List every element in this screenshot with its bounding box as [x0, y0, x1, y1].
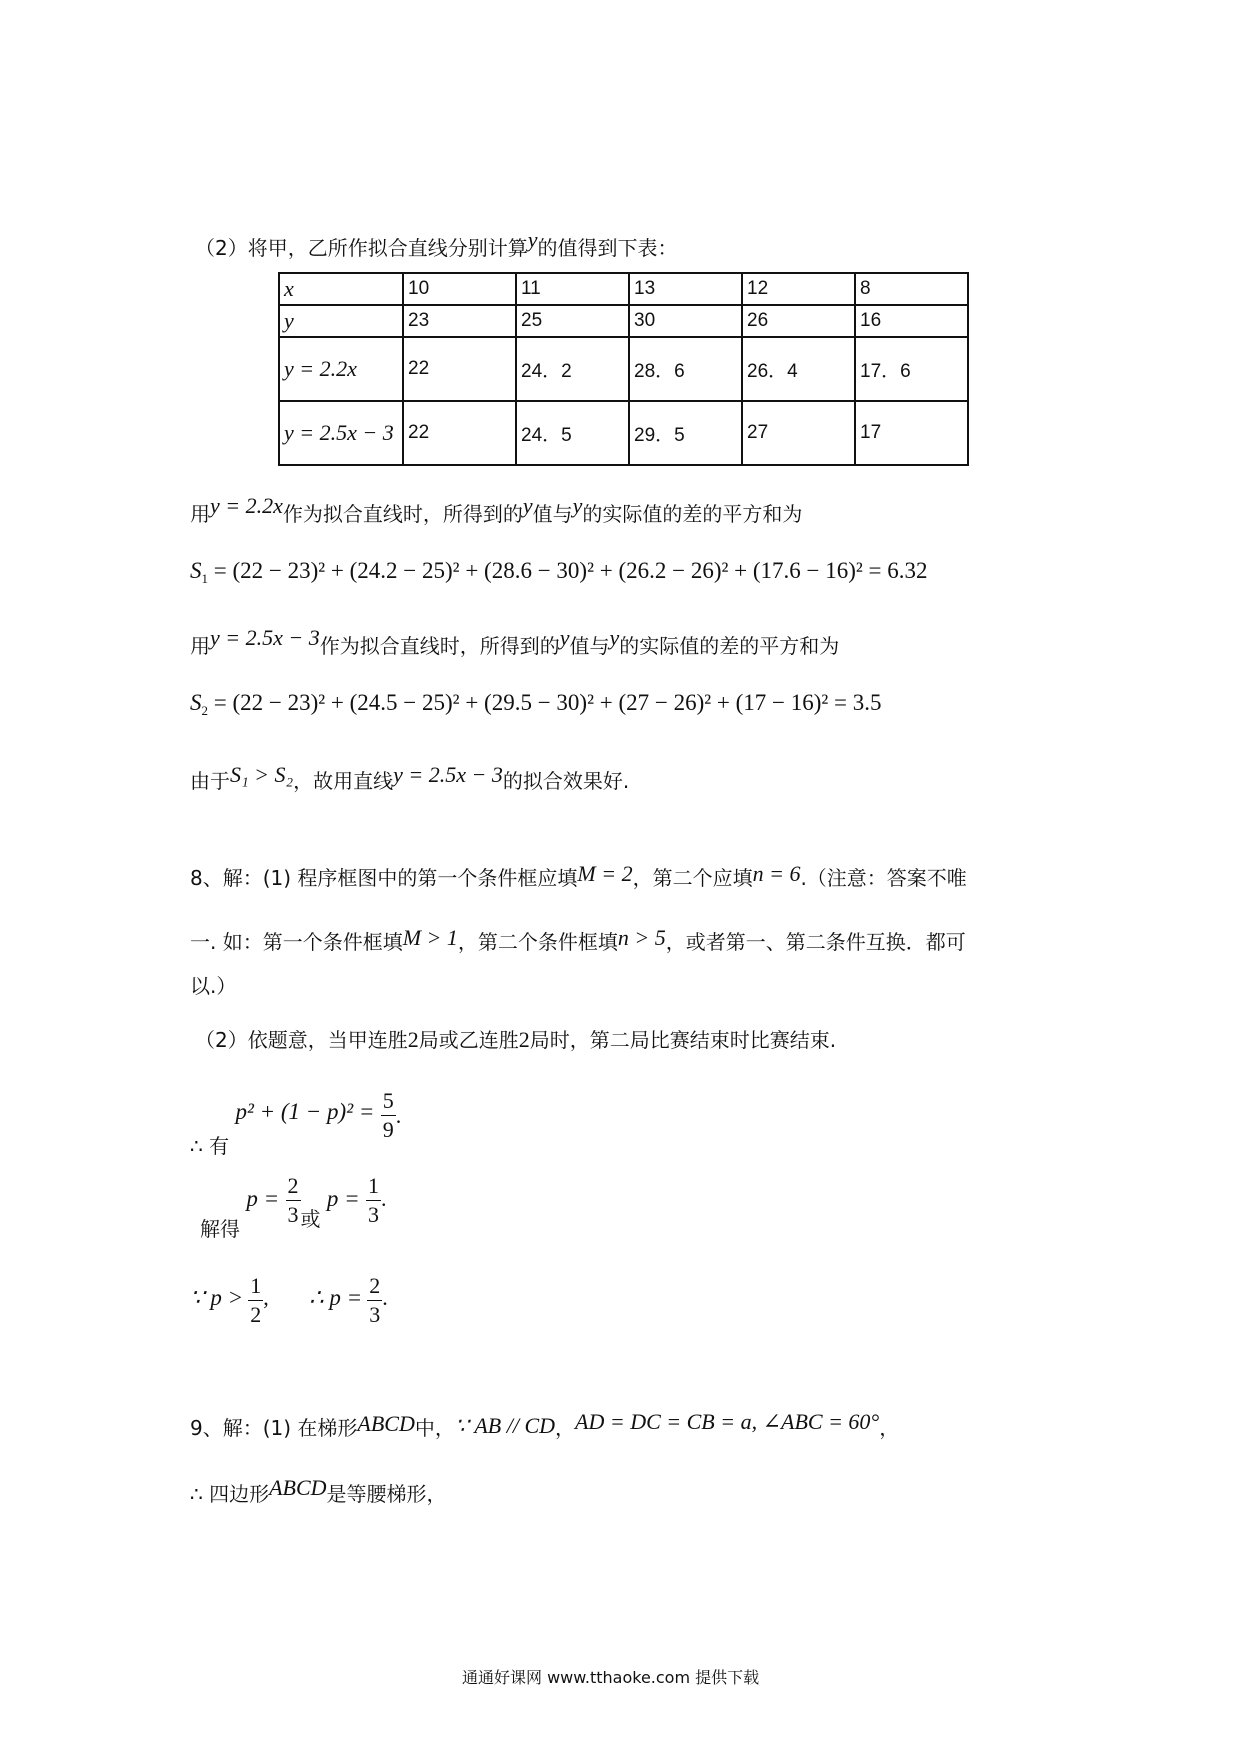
numerator: 2: [367, 1275, 382, 1301]
fraction: [248, 1275, 263, 1326]
numerator: 1: [366, 1175, 381, 1201]
var-y: y: [572, 493, 583, 518]
text: 值与: [569, 634, 610, 658]
q8-solve-line: 解得 p = $\frac{2}{3}$ 或 p = $\frac{1}{3}$ .: [200, 1173, 387, 1241]
equation: M > 1: [402, 925, 458, 950]
table-cell: 22: [403, 401, 516, 465]
denominator: 9: [382, 1117, 394, 1142]
text: 局时，第二局比赛结束时比赛结束.: [529, 1028, 837, 1052]
equation: y = 2.2x: [210, 493, 283, 518]
fraction: [366, 1175, 381, 1226]
s2-equation: [190, 690, 882, 719]
var-y: y: [559, 625, 570, 650]
table-cell: 10: [403, 273, 516, 305]
numerator: 2: [286, 1175, 301, 1201]
footer-credit: 通通好课网 www.tthaoke.com 提供下载: [462, 1668, 760, 1687]
q8-line-d: [195, 1024, 836, 1053]
table-row: [279, 337, 968, 401]
table-cell: 17．6: [855, 337, 968, 401]
s1-equation: [190, 558, 928, 587]
text: ，故用直线: [293, 769, 394, 793]
text: 作为拟合直线时，所得到的: [282, 502, 523, 526]
number: 2: [407, 1027, 419, 1052]
text: 的实际值的差的平方和为: [582, 502, 803, 526]
q8-line-b: [190, 926, 966, 955]
text: ，第二个条件框填: [457, 930, 618, 954]
text: ∴ 有: [190, 1134, 230, 1158]
table-cell: 13: [629, 273, 742, 305]
sentence-line-2: [190, 625, 840, 659]
equation: AD = DC = CB = a, ∠ABC = 60°: [575, 1409, 880, 1434]
text: 用: [190, 634, 210, 658]
sentence-line-1: [190, 493, 803, 527]
therefore-expr: ∴ p =: [308, 1285, 363, 1310]
var-y: y: [609, 625, 620, 650]
s2-expression: = (22 − 23)² + (24.5 − 25)² + (29.5 − 30)² + (27 − 26)² + (17 − 16)² = 3.5: [213, 690, 882, 715]
text: .（注意：答案不唯: [800, 866, 967, 890]
fraction: [286, 1175, 301, 1226]
equation: n > 5: [617, 925, 666, 950]
text: 是等腰梯形，: [326, 1482, 447, 1506]
row-head: y: [279, 305, 403, 337]
equation: ABCD: [269, 1475, 327, 1500]
numerator: 5: [381, 1090, 396, 1116]
equation: y = 2.5x − 3: [210, 625, 320, 650]
q8-line-c: [190, 970, 236, 999]
text: 由于: [190, 769, 230, 793]
because-expr: ∵ p >: [190, 1285, 244, 1310]
q9-line-a: [190, 1409, 900, 1441]
text: 的拟合效果好.: [502, 769, 630, 793]
fit-table: [278, 272, 969, 466]
intro-label: （2）将甲，乙所作拟合直线分别计算: [195, 236, 528, 260]
table-cell: 24．2: [516, 337, 629, 401]
fraction: [381, 1090, 396, 1141]
table-cell: 17: [855, 401, 968, 465]
text: 一. 如：第一个条件框填: [190, 930, 403, 954]
intro-var-y: y: [527, 227, 538, 252]
text: 9、解：(1) 在梯形: [190, 1416, 358, 1440]
table-row: [279, 401, 968, 465]
q8-have-line: ∴ 有 p² + (1 − p)² = $\frac{5}{9}$ .: [190, 1088, 402, 1158]
table-cell: 26．4: [742, 337, 855, 401]
numerator: 1: [248, 1275, 263, 1301]
text: 中，: [414, 1416, 455, 1440]
text: 作为拟合直线时，所得到的: [319, 634, 560, 658]
text: ，: [555, 1416, 576, 1440]
table-cell: 29．5: [629, 401, 742, 465]
denominator: 3: [369, 1302, 381, 1327]
text: ∴ 四边形: [190, 1482, 270, 1506]
text: 局或乙连胜: [418, 1028, 519, 1052]
equation: ABCD: [357, 1411, 415, 1436]
text: ，或者第一、第二条件互换．都可: [665, 930, 966, 954]
equation: p =: [326, 1186, 360, 1211]
table-cell: 25: [516, 305, 629, 337]
table-cell: 23: [403, 305, 516, 337]
table-cell: 11: [516, 273, 629, 305]
s-symbol: S: [190, 690, 202, 715]
q8-line-a: [190, 862, 967, 891]
relation: S₁ > S₂: [230, 762, 294, 787]
equation: n = 6: [752, 861, 801, 886]
text: （2）依题意，当甲连胜: [195, 1028, 408, 1052]
q8-therefore-line: ∵ p > $\frac{1}{2}$ , ∴ p = $\frac{2}{3}$ .: [190, 1273, 388, 1327]
text: ，第二个应填: [632, 866, 753, 890]
table-cell: 30: [629, 305, 742, 337]
s-symbol: S: [190, 558, 202, 583]
denominator: 3: [287, 1202, 299, 1227]
text: ，: [879, 1416, 900, 1440]
q9-line-b: [190, 1475, 447, 1507]
denominator: 2: [250, 1302, 262, 1327]
table-cell: 28．6: [629, 337, 742, 401]
intro-tail: 的值得到下表：: [537, 236, 678, 260]
row-head: x: [279, 273, 403, 305]
intro-line: [195, 227, 678, 261]
var-y: y: [522, 493, 533, 518]
equation: p =: [246, 1186, 280, 1211]
text: 或: [300, 1207, 321, 1231]
text: 以.）: [190, 974, 237, 998]
table-cell: 24．5: [516, 401, 629, 465]
table-cell: 12: [742, 273, 855, 305]
table-cell: 26: [742, 305, 855, 337]
s1-expression: = (22 − 23)² + (24.2 − 25)² + (28.6 − 30)² + (26.2 − 26)² + (17.6 − 16)² = 6.32: [213, 558, 928, 583]
fraction: [367, 1275, 382, 1326]
text: 解得: [200, 1217, 240, 1241]
number: 2: [518, 1027, 530, 1052]
equation: y = 2.5x − 3: [393, 762, 503, 787]
denominator: 3: [368, 1202, 379, 1227]
table-cell: 8: [855, 273, 968, 305]
equation: M = 2: [577, 861, 633, 886]
table-row: [279, 305, 968, 337]
s-subscript: 1: [201, 571, 208, 586]
table-cell: 22: [403, 337, 516, 401]
text: 值与: [532, 502, 573, 526]
s-subscript: 2: [201, 703, 208, 718]
table-row: [279, 273, 968, 305]
text: 8、解：(1) 程序框图中的第一个条件框应填: [190, 866, 578, 890]
conclusion-line: [190, 762, 630, 794]
table-cell: 16: [855, 305, 968, 337]
row-head: y = 2.5x − 3: [279, 401, 403, 465]
equation: ∵ AB // CD: [454, 1413, 556, 1438]
text: 用: [190, 502, 210, 526]
row-head: y = 2.2x: [279, 337, 403, 401]
equation: p² + (1 − p)² =: [235, 1099, 375, 1124]
table-cell: 27: [742, 401, 855, 465]
text: 的实际值的差的平方和为: [619, 634, 840, 658]
